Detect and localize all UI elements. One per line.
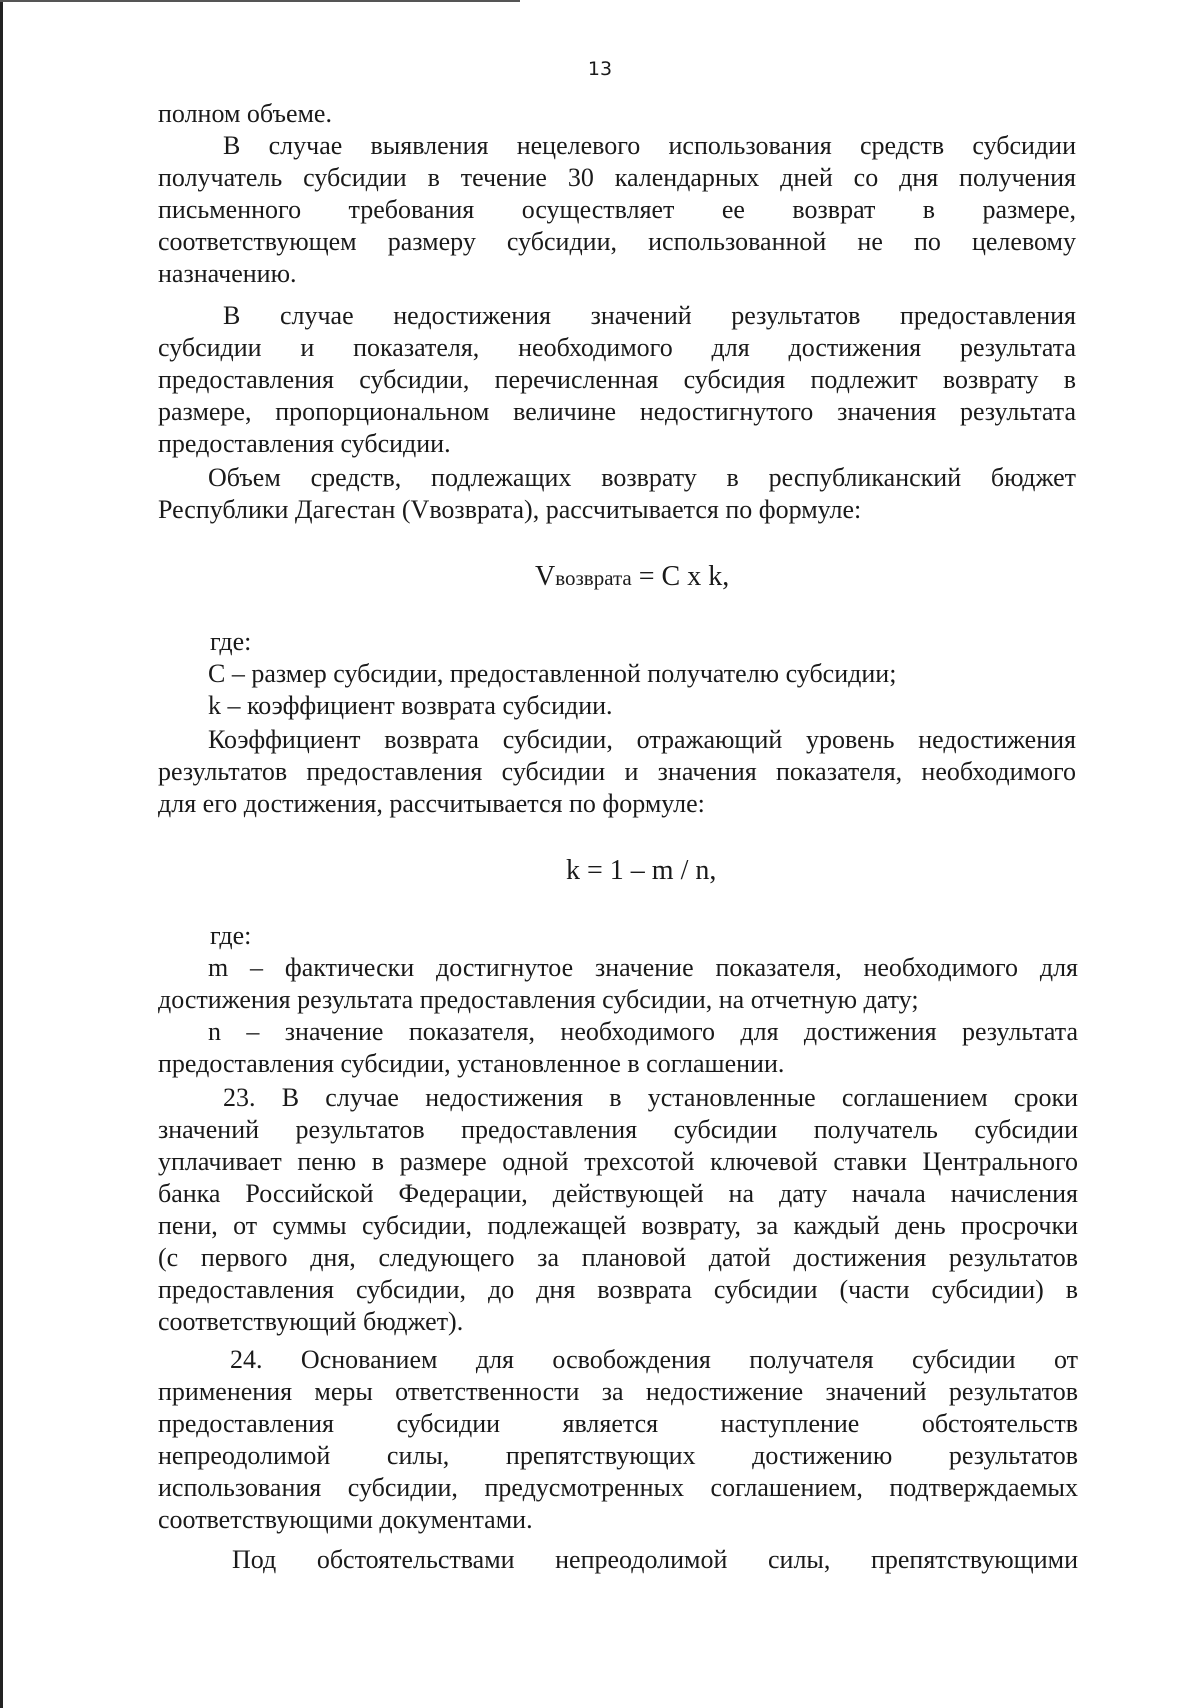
text-line: предоставления субсидии, перечисленная субсидия подлежит возврату в bbox=[158, 365, 1076, 394]
text-line: (с первого дня, следующего за плановой датой достижения результатов bbox=[158, 1243, 1078, 1272]
text-line: пени, от суммы субсидии, подлежащей возврату, за каждый день просрочки bbox=[158, 1211, 1078, 1240]
scan-edge-top bbox=[0, 0, 520, 2]
text-line: соответствующими документами. bbox=[158, 1505, 533, 1534]
text-line: m – фактически достигнутое значение показателя, необходимого для bbox=[208, 953, 1078, 982]
text-line: Республики Дагестан (Vвозврата), рассчитывается по формуле: bbox=[158, 495, 862, 524]
text-line: субсидии и показателя, необходимого для достижения результата bbox=[158, 333, 1076, 362]
text-line: 23. В случае недостижения в установленные соглашением сроки bbox=[223, 1083, 1078, 1112]
text-line: где: bbox=[210, 921, 252, 950]
text-line: полном объеме. bbox=[158, 99, 332, 128]
text-line: С – размер субсидии, предоставленной получателю субсидии; bbox=[208, 659, 897, 688]
text-line: n – значение показателя, необходимого для достижения результата bbox=[208, 1017, 1078, 1046]
text-line: Под обстоятельствами непреодолимой силы, препятствующими bbox=[232, 1545, 1078, 1574]
formula-v-rest: = С х k, bbox=[631, 561, 730, 592]
text-line: уплачивает пеню в размере одной трехсотой ключевой ставки Центрального bbox=[158, 1147, 1078, 1176]
text-line: для его достижения, рассчитывается по формуле: bbox=[158, 789, 705, 818]
text-line: k – коэффициент возврата субсидии. bbox=[208, 691, 613, 720]
text-line: предоставления субсидии, установленное в соглашении. bbox=[158, 1049, 785, 1078]
scan-edge-left bbox=[0, 0, 3, 1708]
text-line: получатель субсидии в течение 30 календарных дней со дня получения bbox=[158, 163, 1076, 192]
text-line: где: bbox=[210, 627, 252, 656]
text-line: предоставления субсидии, до дня возврата субсидии (части субсидии) в bbox=[158, 1275, 1078, 1304]
text-line: Объем средств, подлежащих возврату в республиканский бюджет bbox=[208, 463, 1076, 492]
text-line: результатов предоставления субсидии и значения показателя, необходимого bbox=[158, 757, 1076, 786]
text-line: непреодолимой силы, препятствующих достижению результатов bbox=[158, 1441, 1078, 1470]
text-line: Коэффициент возврата субсидии, отражающий уровень недостижения bbox=[208, 725, 1076, 754]
text-line: 24. Основанием для освобождения получателя субсидии от bbox=[230, 1345, 1078, 1374]
text-line: соответствующий бюджет). bbox=[158, 1307, 464, 1336]
text-line: предоставления субсидии является наступление обстоятельств bbox=[158, 1409, 1078, 1438]
text-line: письменного требования осуществляет ее возврат в размере, bbox=[158, 195, 1076, 224]
formula-v-return bbox=[535, 560, 729, 595]
text-line: значений результатов предоставления субсидии получатель субсидии bbox=[158, 1115, 1078, 1144]
text-line: достижения результата предоставления субсидии, на отчетную дату; bbox=[158, 985, 919, 1014]
page-number: 13 bbox=[587, 58, 613, 80]
formula-v-subscript: возврата bbox=[555, 566, 632, 590]
formula-v-symbol: V bbox=[535, 561, 556, 592]
text-line: В случае недостижения значений результатов предоставления bbox=[223, 301, 1076, 330]
text-line: банка Российской Федерации, действующей на дату начала начисления bbox=[158, 1179, 1078, 1208]
formula-k: k = 1 – m / n, bbox=[566, 855, 717, 886]
text-line: назначению. bbox=[158, 259, 297, 288]
text-line: предоставления субсидии. bbox=[158, 429, 451, 458]
text-line: соответствующем размеру субсидии, использованной не по целевому bbox=[158, 227, 1076, 256]
text-line: размере, пропорциональном величине недостигнутого значения результата bbox=[158, 397, 1076, 426]
text-line: применения меры ответственности за недостижение значений результатов bbox=[158, 1377, 1078, 1406]
text-line: использования субсидии, предусмотренных соглашением, подтверждаемых bbox=[158, 1473, 1078, 1502]
text-line: В случае выявления нецелевого использования средств субсидии bbox=[223, 131, 1076, 160]
